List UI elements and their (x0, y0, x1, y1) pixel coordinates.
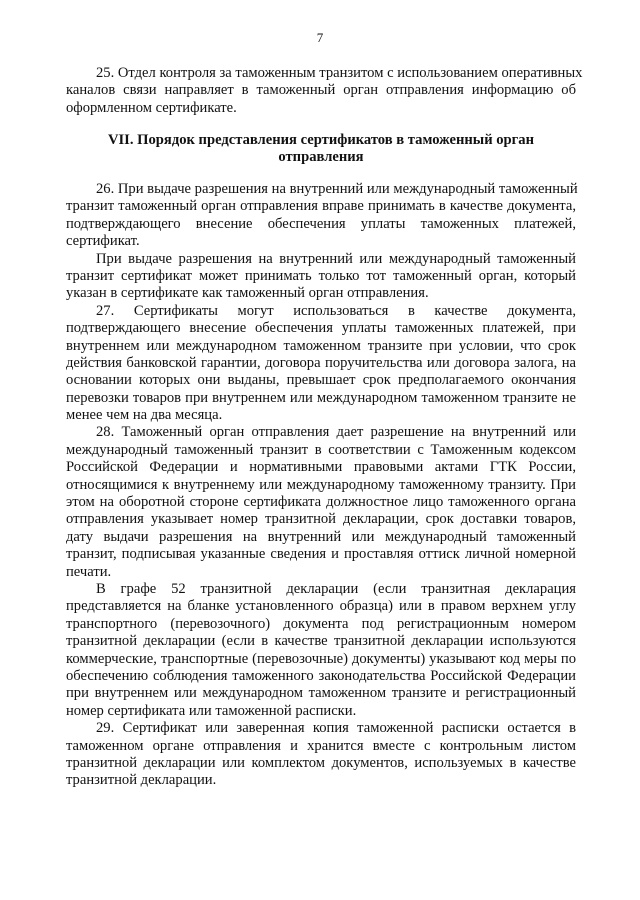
text-line: печати. (66, 563, 112, 580)
text-line: указан в сертификате как таможенный орган отправления. (66, 285, 429, 302)
paragraph (66, 65, 583, 117)
text-line: дату выдачи разрешения на внутренний или международный таможенный (66, 528, 576, 545)
text-line: транзитной декларации или комплектом документов, используемых в качестве (66, 754, 576, 771)
text-line: сертификат. (66, 233, 140, 250)
text-line: каналов связи направляет в таможенный орган отправления информацию об (66, 82, 576, 99)
paragraph (66, 424, 576, 581)
page-number: 7 (316, 30, 324, 45)
text-line: при внутреннем или международном таможенном транзите и регистрационный (66, 685, 576, 702)
text-line: отправления указывает номер транзитной декларации, срок доставки товаров, (66, 511, 576, 528)
text-line: номер сертификата или таможенной расписки. (66, 702, 357, 719)
text-line: представляется на бланке установленного образца) или в правом верхнем углу (66, 598, 576, 615)
text-line: 27. Сертификаты могут использоваться в качестве документа, (96, 302, 576, 319)
text-line: основании которых они выданы, превышает срок предполагаемого окончания (66, 372, 576, 389)
text-line: этом на оборотной стороне сертификата должностное лицо таможенного органа (66, 494, 576, 511)
section-heading-line: VII. Порядок представления сертификатов в таможенный орган (107, 132, 535, 148)
text-line: транзитной декларации (если в качестве транзитной декларации используются (66, 633, 576, 650)
text-line: транзит, подписывая указанные сведения и проставляя оттиск личной номерной (66, 546, 576, 563)
text-line: подтверждающего внесение обеспечения уплаты таможенных платежей, при (66, 320, 576, 337)
text-line: 28. Таможенный орган отправления дает разрешение на внутренний или (96, 424, 576, 441)
text-line: 29. Сертификат или заверенная копия таможенной расписки остается в (96, 720, 576, 737)
paragraph (66, 181, 576, 251)
text-line: внутреннем или международном таможенном транзите при условии, что срок (66, 337, 576, 354)
text-line: транзит сертификат может принимать только тот таможенный орган, который (66, 267, 576, 284)
text-line: При выдаче разрешения на внутренний или международный таможенный (96, 250, 576, 267)
paragraph (66, 303, 576, 425)
text-line: перевозки товаров при внутреннем или международном таможенном транзите не (66, 389, 576, 406)
text-line: таможенном органе отправления и хранится вместе с контрольным листом (66, 737, 576, 754)
text-line: подтверждающего внесение обеспечения уплаты таможенных платежей, (66, 215, 576, 232)
paragraph (66, 581, 576, 720)
text-line: транзит таможенный орган отправления вправе принимать в качестве документа, (66, 198, 576, 215)
text-line: 25. Отдел контроля за таможенным транзитом с использованием оперативных (96, 65, 583, 81)
section-heading (66, 132, 576, 167)
text-line: менее чем на два месяца. (66, 407, 223, 424)
intro-block (66, 65, 583, 117)
section-heading-line: отправления (278, 149, 364, 166)
text-line: 26. При выдаче разрешения на внутренний или международный таможенный (96, 181, 578, 197)
paragraph (66, 251, 576, 303)
text-line: международный таможенный транзит в соответствии с Таможенным кодексом (66, 441, 576, 458)
text-line: коммерческие, транспортные (перевозочные) документы) указывают код меры по (66, 650, 576, 667)
text-line: Российской Федерации и нормативными правовыми актами ГТК России, (66, 459, 576, 476)
text-line: транзитной декларации. (66, 772, 217, 789)
text-line: обеспечению соблюдения таможенного законодательства Российской Федерации (66, 667, 576, 684)
text-line: оформленном сертификате. (66, 99, 237, 116)
text-line: В графе 52 транзитной декларации (если транзитная декларация (96, 580, 576, 597)
paragraph (66, 720, 576, 790)
text-line: относящимися к внутреннему или международному таможенному транзиту. При (66, 476, 576, 493)
text-line: транспортного (перевозочного) документа под регистрационным номером (66, 615, 576, 632)
body-block (66, 181, 576, 790)
text-line: действия банковской гарантии, договора поручительства или договора залога, на (66, 354, 576, 371)
